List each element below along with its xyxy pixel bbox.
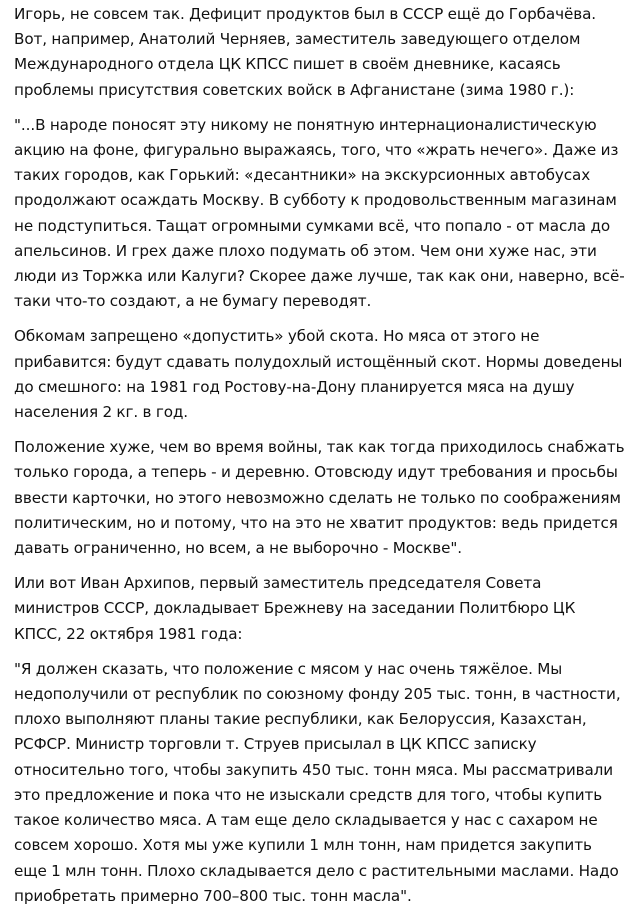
- paragraph-quote-chernyaev-2: Обкомам запрещено «допустить» убой скота. Но мяса от этого не прибавится: будут сдавать полудохлый истощённый скот. Нормы доведены до смешного: на 1981 год Ростову-на-Дону планируется мяса на душу населения 2 кг. в год.: [14, 327, 623, 422]
- paragraph-arkhipov-intro: Или вот Иван Архипов, первый заместитель председателя Совета министров СССР, докладывает Брежневу на заседании Политбюро ЦК КПСС, 22 октября 1981 года:: [14, 574, 576, 643]
- paragraph-quote-chernyaev-1: "...В народе поносят эту никому не понятную интернационалистическую акцию на фоне, фигурально выражаясь, того, что «жрать нечего». Даже из таких городов, как Горький: «десантники» на экскурсионных автобусах продолжают осаждать Москву. В субботу к продовольственным магазинам не подступиться. Тащат огромными сумками всё, что попало - от масла до апельсинов. И грех даже плохо подумать об этом. Чем они хуже нас, эти люди из Торжка или Калуги? Скорее даже лучше, так как они, наверно, всё-таки что-то создают, а не бумагу переводят.: [14, 115, 625, 311]
- paragraph-intro: Игорь, не совсем так. Дефицит продуктов был в СССР ещё до Горбачёва. Вот, например, Анатолий Черняев, заместитель заведующего отделом Международного отдела ЦК КПСС пишет в своём дневнике, касаясь проблемы присутствия советских войск в Афганистане (зима 1980 г.):: [14, 5, 597, 99]
- paragraph-quote-chernyaev-3: Положение хуже, чем во время войны, так как тогда приходилось снабжать только города, а теперь - и деревню. Отовсюду идут требования и просьбы ввести карточки, но этого невозможно сделать не только по соображениям политическим, но и потому, что на это не хватит продуктов: ведь придется давать ограниченно, но всем, а не выборочно - Москве".: [14, 438, 625, 558]
- paragraph-quote-arkhipov: "Я должен сказать, что положение с мясом у нас очень тяжёлое. Мы недополучили от республик по союзному фонду 205 тыс. тонн, в частности, плохо выполняют планы такие республики, как Белоруссия, Казахстан, РСФСР. Министр торговли т. Струев присылал в ЦК КПСС записку относительно того, чтобы закупить 450 тыс. тонн мяса. Мы рассматривали это предложение и пока что не изыскали средств для того, чтобы купить такое количество мяса. А там еще дело складывается у нас с сахаром не совсем хорошо. Хотя мы уже купили 1 млн тонн, нам придется закупить еще 1 млн тонн. Плохо складывается дело с растительными маслами. Надо приобретать примерно 700–800 тыс. тонн масла".: [14, 659, 621, 905]
